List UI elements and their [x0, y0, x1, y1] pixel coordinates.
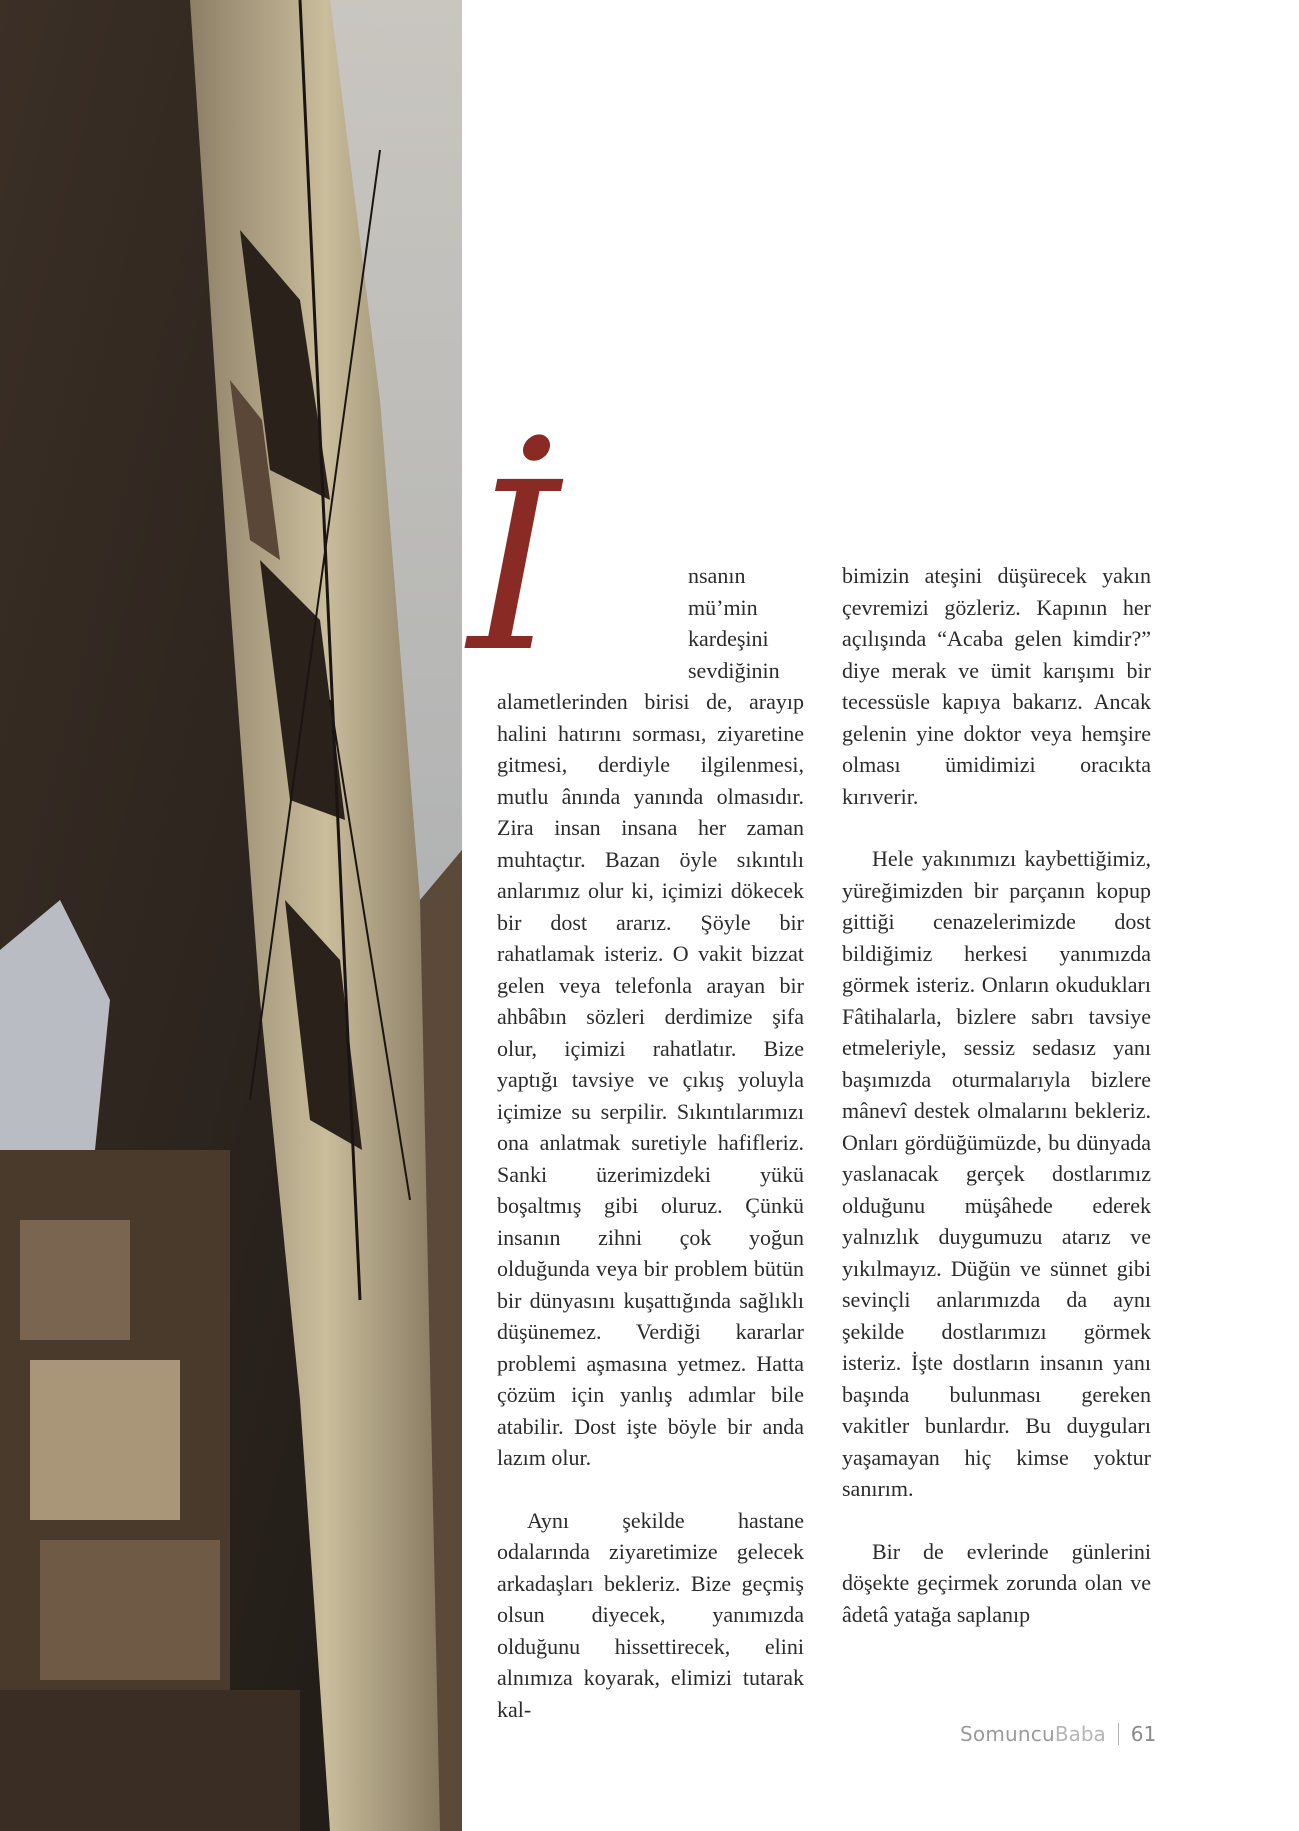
- magazine-name-part1: Somuncu: [960, 1722, 1055, 1746]
- drop-cap-spacer: [497, 560, 688, 684]
- paragraph: Bir de evlerinde günlerini döşekte geçirmek zorunda olan ve âdetâ yatağa saplanıp: [842, 1538, 1151, 1627]
- footer-divider: [1118, 1723, 1119, 1745]
- street-photo: [0, 0, 462, 1831]
- paragraph: nsanın mü’min kardeşini sevdiğinin alametlerinden birisi de, arayıp halini hatırını sorması, ziyaretine gitmesi, derdiyle ilgilenmesi, mutlu ânında yanında olmasıdır. Zira insan insana her zaman muhtaçtır. Bazan öyle sıkıntılı anlarımız olur ki, içimizi dökecek bir dost ararız. Şöyle bir rahatlamak isteriz. O vakit bizzat gelen veya telefonla arayan bir ahbâbın sözleri derdimize şifa olur, içimizi rahatlatır. Bize yaptığı tavsiye ve çıkış yoluyla içimize su serpilir. Sıkıntılarımızı ona anlatmak suretiyle hafifleriz. Sanki üzerimizdeki yükü boşaltmış gibi oluruz. Çünkü insanın zihni çok yoğun olduğunda veya bir problem bütün bir dünyasını kuşattığında sağlıklı düşünemez. Verdiği kararlar problemi aşmasına yetmez. Hatta çözüm için yanlış adımlar bile atabilir. Dost işte böyle bir anda lazım olur.: [497, 563, 804, 1470]
- paragraph: bimizin ateşini düşürecek yakın çevremizi gözleriz. Kapının her açılışında “Acaba gelen kimdir?” diye merak ve ümit karışımı bir tecessüsle kapıya bakarız. Ancak gelenin yine doktor veya hemşire olması ümidimizi oracıkta kırıverir.: [842, 563, 1151, 809]
- page-number: 61: [1130, 1722, 1157, 1746]
- paragraph: Aynı şekilde hastane odalarında ziyaretimize gelecek arkadaşları bekleriz. Bize geçmiş olsun diyecek, yanımızda olduğunu hissettirecek, elini alnımıza koyarak, elimizi tutarak kal-: [497, 1507, 804, 1722]
- article-column-left: [497, 560, 804, 1725]
- article-column-right: [842, 560, 1151, 1630]
- paragraph: Hele yakınımızı kaybettiğimiz, yüreğimizden bir parçanın kopup gittiği cenazelerimizde dost bildiğimiz herkesi yanımızda görmek isteriz. Onların okudukları Fâtihalarla, bizlere sabrı tavsiye etmeleriyle, sessiz sedasız yanı başımızda oturmalarıyla bizlere mânevî destek olmalarını bekleriz. Onları gördüğümüzde, bu dünyada yaslanacak gerçek dostlarımız olduğunu müşâhede ederek yalnızlık duygumuzu atarız ve yıkılmayız. Düğün ve sünnet gibi sevinçli anlarımızda da aynı şekilde dostlarımızı görmek isteriz. İşte dostların insanın yanı başında bulunması gereken vakitler bunlardır. Bu duyguları yaşamayan hiç kimse yoktur sanırım.: [842, 846, 1151, 1501]
- drop-cap-letter: İ: [468, 433, 560, 703]
- magazine-name-part2: Baba: [1054, 1722, 1106, 1746]
- page-footer: [960, 1722, 1160, 1752]
